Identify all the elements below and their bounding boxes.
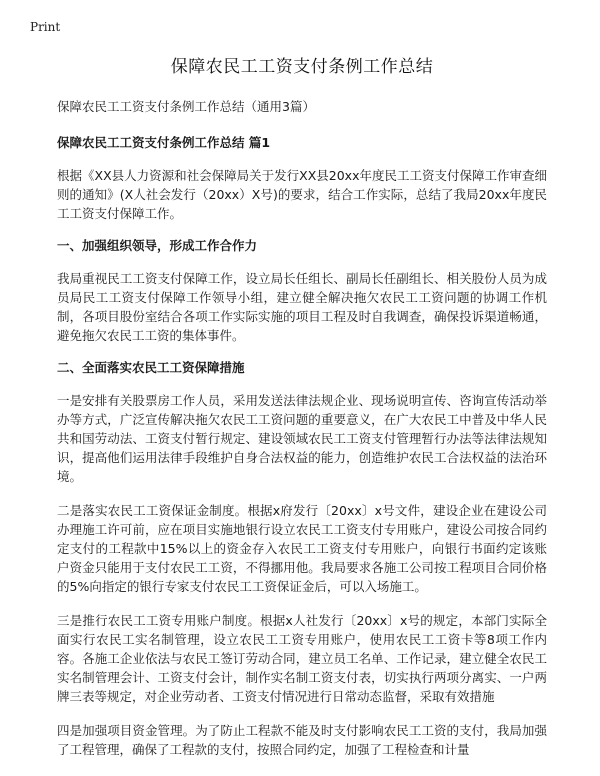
section-heading-2: 二、全面落实农民工工资保障措施 (57, 360, 245, 375)
section-heading-1: 一、加强组织领导，形成工作合作力 (57, 238, 258, 253)
print-label: Print (30, 20, 61, 34)
page-title: 保障农民工工资支付条例工作总结 (170, 57, 434, 77)
document-subtitle: 保障农民工工资支付条例工作总结（通用3篇） (57, 99, 315, 114)
article-title: 保障农民工工资支付条例工作总结 篇1 (57, 135, 271, 150)
intro-paragraph: 根据《XX县人力资源和社会保障局关于发行XX县20xx年度民工工资支付保障工作审查细则的通知》(X人社会发行（20xx）X号)的要求，结合工作实际，总结了我局20xx年度民工工资支付保障工作。 (57, 168, 547, 221)
section2-paragraph-2: 二是落实农民工工资保证金制度。根据x府发行〔20xx〕x号文件，建设企业在建设公司办理施工许可前，应在项目实施地银行设立农民工工资支付专用账户，建设公司按合同约定支付的工程款中15%以上的资金存入农民工工资支付专用账户，向银行书面约定该账户资金只能用于支付农民工工资，不得挪用他。我局要求各施工公司按工程项目合同价格的5%向指定的银行专家支付农民工工资保证金后，可以入场施工。 (57, 503, 547, 594)
document-body (57, 52, 547, 759)
section2-paragraph-3: 三是推行农民工工资专用账户制度。根据x人社发行〔20xx〕x号的规定，本部门实际全面实行农民工实名制管理，设立农民工工资专用账户，使用农民工工资卡等8项工作内容。各施工企业依法与农民工签订劳动合同，建立员工名单、工作记录，建立健全农民工实名制管理会计、工资支付会计，制作实名制工资支付表，切实执行两项分离实、一户两牌三表等规定，对企业劳动者、工资支付情况进行日常动态监督，采取有效措施 (57, 613, 547, 704)
section2-paragraph-1: 一是安排有关股票房工作人员，采用发送法律法规企业、现场说明宣传、咨询宣传活动举办等方式，广泛宣传解决拖欠农民工工资问题的重要意义，在广大农民工中普及中华人民共和国劳动法、工资支付暂行规定、建设领域农民工工资支付管理暂行办法等法律法规知识，提高他们运用法律手段维护自身合法权益的能力，创造维护农民工合法权益的法治环境。 (57, 393, 547, 484)
section1-paragraph: 我局重视民工工资支付保障工作，设立局长任组长、副局长任副组长、相关股份人员为成员局民工工资支付保障工作领导小组，建立健全解决拖欠农民工工资问题的协调工作机制，各项目股份室结合各项工作实际实施的项目工程及时自我调查，确保投诉渠道畅通，避免拖欠农民工工资的集体事件。 (57, 271, 547, 343)
section2-paragraph-4: 四是加强项目资金管理。为了防止工程款不能及时支付影响农民工工资的支付，我局加强了工程管理，确保了工程款的支付，按照合同约定，加强了工程检查和计量 (57, 723, 547, 757)
